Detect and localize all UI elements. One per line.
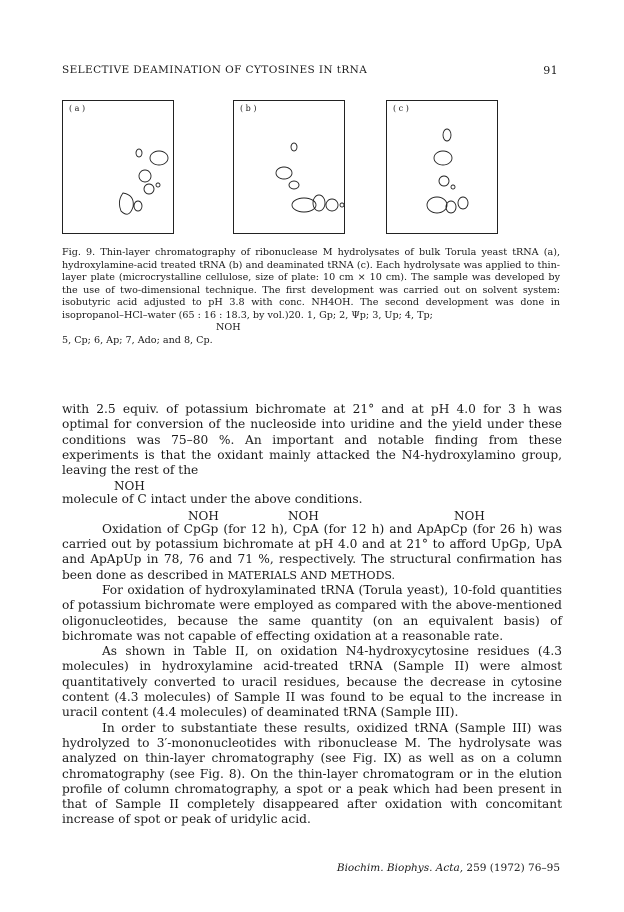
materials-methods-ref: MATERIALS AND METHODS. — [227, 568, 396, 582]
running-header — [62, 64, 558, 78]
paragraph-1: with 2.5 equiv. of potassium bichromate at 21° and at pH 4.0 for 3 h was optimal for conversion of the nucleoside into uridine and the yield under these conditions was 75–80 %. An important and notable finding from these experiments is that the oxidant mainly attacked the N4-hydroxylamino group, leaving the rest of the — [62, 402, 562, 478]
noh-label-4: NOH — [454, 508, 485, 523]
journal-citation: 259 (1972) 76–95 — [466, 862, 560, 874]
caption-text: Fig. 9. Thin-layer chromatography of ribonuclease M hydrolysates of bulk Torula yeast tRNA (a), hydroxylamine-acid treated tRNA (b) and deaminated tRNA (c). Each hydrolysate was applied to thin-layer plate (microcrystalline cellulose, size of plate: 10 cm × 10 cm). The sample was developed by the use of two-dimensional technique. The first development was carried out on solvent system: isobutyric acid adjusted to pH 3.8 with conc. NH4OH. The second development was done in isopropanol–HCl–water (65 : 16 : 18.3, by vol.)20. 1, Gp; 2, Ψp; 3, Up; 4, Tp; — [62, 247, 560, 321]
paragraph-5: In order to substantiate these results, oxidized tRNA (Sample III) was hydrolyzed to 3′-mononucleotides with ribonuclease M. The hydrolysate was analyzed on thin-layer chromatography (see Fig. IX) as well as on a column chromatography (see Fig. 8). On the thin-layer chromatogram or in the elution profile of column chromatography, a spot or a peak which had been present in that of Sample II completely disappeared after oxidation with concomitant increase of spot or peak of uridylic acid. — [62, 720, 562, 827]
page-number: 91 — [543, 64, 558, 77]
spot-a-1 — [119, 193, 133, 214]
spot-b-4 — [340, 203, 344, 207]
caption-last-line: 5, Cp; 6, Ap; 7, Ado; and 8, Cp. — [62, 335, 213, 346]
spot-b-7 — [291, 143, 297, 151]
spot-b-6 — [276, 167, 292, 179]
figure-panel-a — [62, 100, 174, 234]
noh-label-2: NOH — [188, 508, 219, 523]
spot-c-7 — [443, 129, 451, 141]
noh-label-3: NOH — [288, 508, 319, 523]
spot-b-5 — [289, 181, 299, 189]
spot-c-1 — [427, 197, 447, 213]
paragraph-1-end: molecule of C intact under the above conditions. — [62, 492, 363, 507]
panel-label-b: ( b ) — [240, 104, 257, 113]
spot-c-5 — [439, 176, 449, 186]
spot-a-5 — [139, 170, 151, 182]
spot-a-6 — [150, 151, 168, 165]
chromatogram-b — [234, 101, 344, 233]
spot-a-2 — [134, 201, 142, 211]
spot-b-1 — [292, 198, 316, 212]
panel-label-c: ( c ) — [393, 104, 409, 113]
chromatogram-a — [63, 101, 173, 233]
spot-c-3 — [458, 197, 468, 209]
spot-a-4 — [156, 183, 160, 187]
paragraph-2-text: Oxidation of CpGp (for 12 h), CpA (for 12 h) and ApApCp (for 26 h) was carried out by potassium bichromate at pH 4.0 and at 21° to afford UpGp, UpA and ApApUp in 78, 76 and 71 %, respectively. The structural confirmation has been done as described in — [62, 521, 562, 582]
figure-panel-b — [233, 100, 345, 234]
caption-noh: NOH — [216, 322, 241, 333]
spot-c-6 — [434, 151, 452, 165]
noh-label-1: NOH — [114, 479, 145, 494]
spot-c-4 — [451, 185, 455, 189]
journal-name: Biochim. Biophys. Acta, — [336, 862, 464, 874]
paragraph-4: As shown in Table II, on oxidation N4-hydroxycytosine residues (4.3 molecules) in hydroxylamine acid-treated tRNA (Sample II) were almost quantitatively converted to uracil residues, because the decrease in cytosine content (4.3 molecules) of Sample II was found to be equal to the increase in uracil content (4.4 molecules) of deaminated tRNA (Sample III). — [62, 644, 562, 720]
spot-c-2 — [446, 201, 456, 213]
spot-a-3 — [144, 184, 154, 194]
running-title: SELECTIVE DEAMINATION OF CYTOSINES IN tRNA — [62, 64, 368, 76]
chromatogram-c — [387, 101, 497, 233]
figure-caption — [62, 247, 560, 348]
figure-panel-c — [386, 100, 498, 234]
body-text — [62, 402, 562, 828]
spot-b-3 — [326, 199, 338, 211]
paragraph-3: For oxidation of hydroxylaminated tRNA (Torula yeast), 10-fold quantities of potassium bichromate were employed as compared with the above-mentioned oligonucleotides, because the same quantity (on an equivalent basis) of bichromate was not capable of effecting oxidation at a reasonable rate. — [62, 582, 562, 643]
spot-a-7 — [136, 149, 142, 157]
spot-b-8 — [313, 195, 325, 211]
journal-footer — [337, 862, 560, 874]
panel-label-a: ( a ) — [69, 104, 86, 113]
